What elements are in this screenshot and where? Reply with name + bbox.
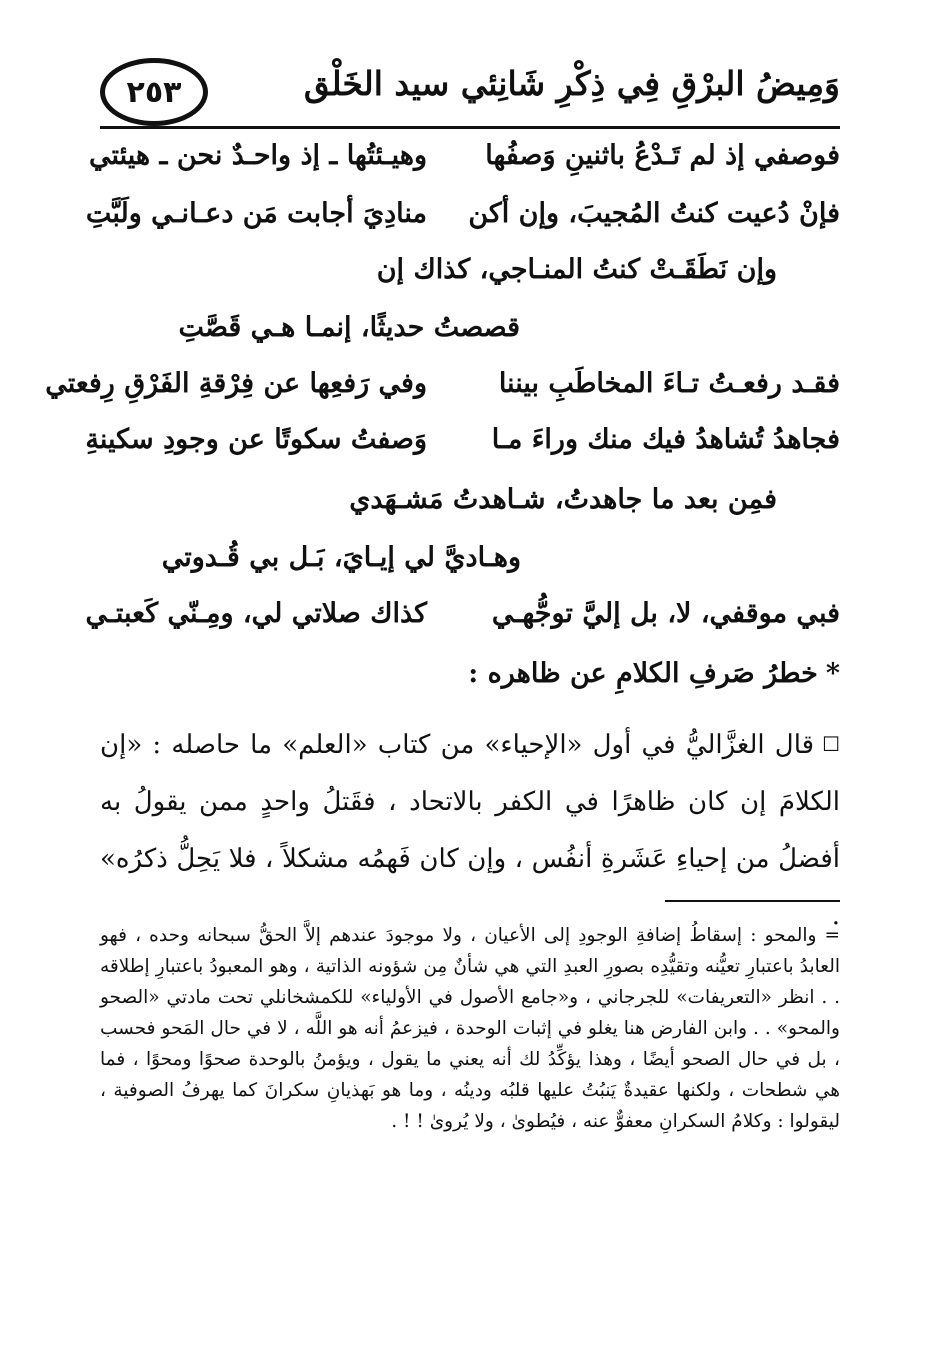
verse-3-left: وفي رَفعِها عن فِرْقةِ الفَرْقِ رِفعتي: [45, 368, 427, 399]
footnote-continuation-marker: =: [824, 925, 840, 946]
footnote-divider: [665, 900, 840, 902]
verse-4-right: فجاهدُ تُشاهدُ فيك منك وراءَ مـا: [491, 424, 840, 455]
verse-4-left: وَصفتُ سكوتًا عن وجودِ سكينةِ: [85, 424, 427, 455]
header-divider: [100, 126, 840, 129]
verse-2-left: منادِيَ أجابت مَن دعـانـي ولَبَّتِ: [85, 198, 427, 229]
body-paragraph: [100, 716, 840, 945]
running-title: وَمِيضُ البرْقِ فِي ذِكْرِ شَانِئي سيد الخَلْق: [303, 64, 840, 103]
body-paragraph-text: قال الغزَّاليُّ في أول «الإحياء» من كتاب «العلم» ما حاصله : «إن الكلامَ إن كان ظاهرًا في الكفر بالاتحاد ، فقَتلُ واحدٍ ممن يقولُ به أفضلُ من إحياءِ عَشَرةِ أنفُس ، وإن كان فَهمُه مشكلاً ، فلا يَحِلُّ ذكرُه» .: [100, 730, 840, 931]
verse-2-right: فإنْ دُعيت كنتُ المُجيبَ، وإن أكن: [468, 198, 840, 229]
verse-1-left: وهيـئتُها ـ إذ واحـدٌ نحن ـ هيئتي: [88, 140, 427, 171]
verse-single-1: وإن نَطَقَـتْ كنتُ المنـاجي، كذاك إن: [376, 254, 777, 285]
footnote: [100, 920, 840, 1137]
verse-1-right: فوصفي إذ لم تَـدْعُ باثنينِ وَصفُها: [485, 140, 840, 171]
verse-5-left: كذاك صلاتي لي، ومِـنّي كَعبتـي: [85, 598, 427, 629]
square-bullet-icon: ☐: [822, 732, 840, 756]
section-heading: [468, 658, 840, 689]
verse-single-2: قصصتُ حديثًا، إنمـا هـي قَصَّتِ: [178, 312, 520, 343]
verse-3-right: فقـد رفعـتُ تـاءَ المخاطَبِ بيننا: [498, 368, 840, 399]
verse-single-4: وهـاديَّ لي إيـايَ، بَـل بي قُـدوتي: [161, 542, 521, 573]
verse-5-right: فبي موقفي، لا، بل إليَّ توجُّهـي: [491, 598, 840, 629]
section-heading-text: خطرُ صَرفِ الكلامِ عن ظاهره :: [468, 658, 818, 689]
page-number: ٢٥٣: [100, 58, 208, 126]
verse-single-3: فمِن بعد ما جاهدتُ، شـاهدتُ مَشـهَدي: [349, 484, 777, 515]
footnote-text: والمحو : إسقاطُ إضافةِ الوجودِ إلى الأعيان ، ولا موجودَ عندهم إلاَّ الحقُّ سبحانه وحده ، فهو العابدُ باعتبارِ تعيُّنه وتقيُّدِه بصورِ العبدِ التي هي شأنٌ مِن شؤونه الذاتية ، وهو المعبودُ باعتبارِ إطلاقه . . انظر «التعريفات» للجرجاني ، و«جامع الأصول في الأولياء» للكمشخانلي تحت مادتي «الصحو والمحو» . . وابن الفارض هنا يغلو في إثبات الوحدة ، فيزعمُ أنه هو اللَّه ، لا في حال المَحو فحسب ، بل في حال الصحو أيضًا ، وهذا يؤكِّدُ لك أنه يعني ما يقول ، ويؤمنُ بالوحدة صحوًا ومحوًا ، فما هي شطحات ، ولكنها عقيدةٌ يَنبُتُ عليها قلبُه ودينُه ، وما هو بَهذيانِ سكرانَ كما يهرفُ الصوفية ، ليقولوا : وكلامُ السكرانِ معفوٌّ عنه ، فيُطوىٰ ، ولا يُروىٰ ! ! .: [100, 925, 840, 1132]
asterisk-icon: *: [825, 658, 840, 689]
page-header: [100, 58, 840, 128]
